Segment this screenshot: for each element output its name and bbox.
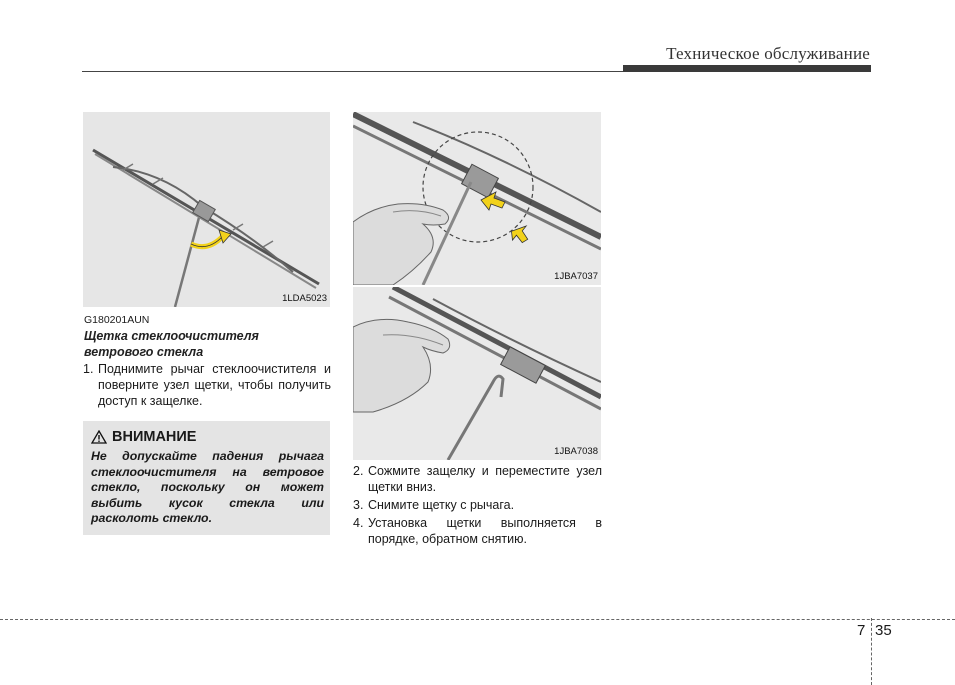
wiper-lift-illustration	[83, 112, 330, 307]
footer-dashed-divider	[871, 618, 872, 685]
warning-text: Не допускайте падения рычага стеклоочистителя на ветровое стекло, поскольку он может выбить кусок стекла или расколоть стекло.	[91, 449, 324, 525]
step-text: Поднимите рычаг стеклоочистителя и поверните узел щетки, чтобы получить доступ к защелке.	[98, 362, 331, 408]
list-item	[353, 515, 602, 547]
list-item	[83, 361, 331, 409]
blade-remove-illustration	[353, 287, 601, 460]
step-list-left	[83, 361, 331, 411]
figure-code: 1JBA7037	[554, 271, 598, 282]
header-rule-thick	[623, 65, 871, 72]
list-item	[353, 463, 602, 495]
figure-wiper-lift	[83, 112, 330, 307]
section-heading: Щетка стеклоочистителя ветрового стекла	[84, 329, 259, 359]
step-number: 4.	[353, 516, 364, 530]
header-rule	[82, 71, 627, 72]
step-number: 1.	[83, 362, 94, 376]
figure-latch-press	[353, 112, 601, 285]
page-chapter-number: 7	[857, 622, 866, 639]
step-number: 2.	[353, 464, 364, 478]
figure-code: 1LDA5023	[282, 293, 327, 304]
warning-title-text: ВНИМАНИЕ	[112, 429, 197, 445]
page-header-title: Техническое обслуживание	[666, 44, 870, 63]
step-list-right	[353, 463, 602, 549]
warning-title	[91, 429, 196, 445]
list-item	[353, 497, 602, 513]
figure-code: 1JBA7038	[554, 446, 598, 457]
page-number: 35	[875, 622, 892, 639]
latch-press-illustration	[353, 112, 601, 285]
figure-blade-remove	[353, 287, 601, 460]
step-number: 3.	[353, 498, 364, 512]
warning-triangle-icon	[91, 430, 107, 444]
warning-box	[83, 421, 330, 535]
footer-dashed-rule	[0, 619, 955, 620]
step-text: Установка щетки выполняется в порядке, обратном снятию.	[368, 516, 602, 546]
step-text: Снимите щетку с рычага.	[368, 498, 515, 512]
section-code: G180201AUN	[84, 314, 150, 326]
step-text: Сожмите защелку и переместите узел щетки вниз.	[368, 464, 602, 494]
